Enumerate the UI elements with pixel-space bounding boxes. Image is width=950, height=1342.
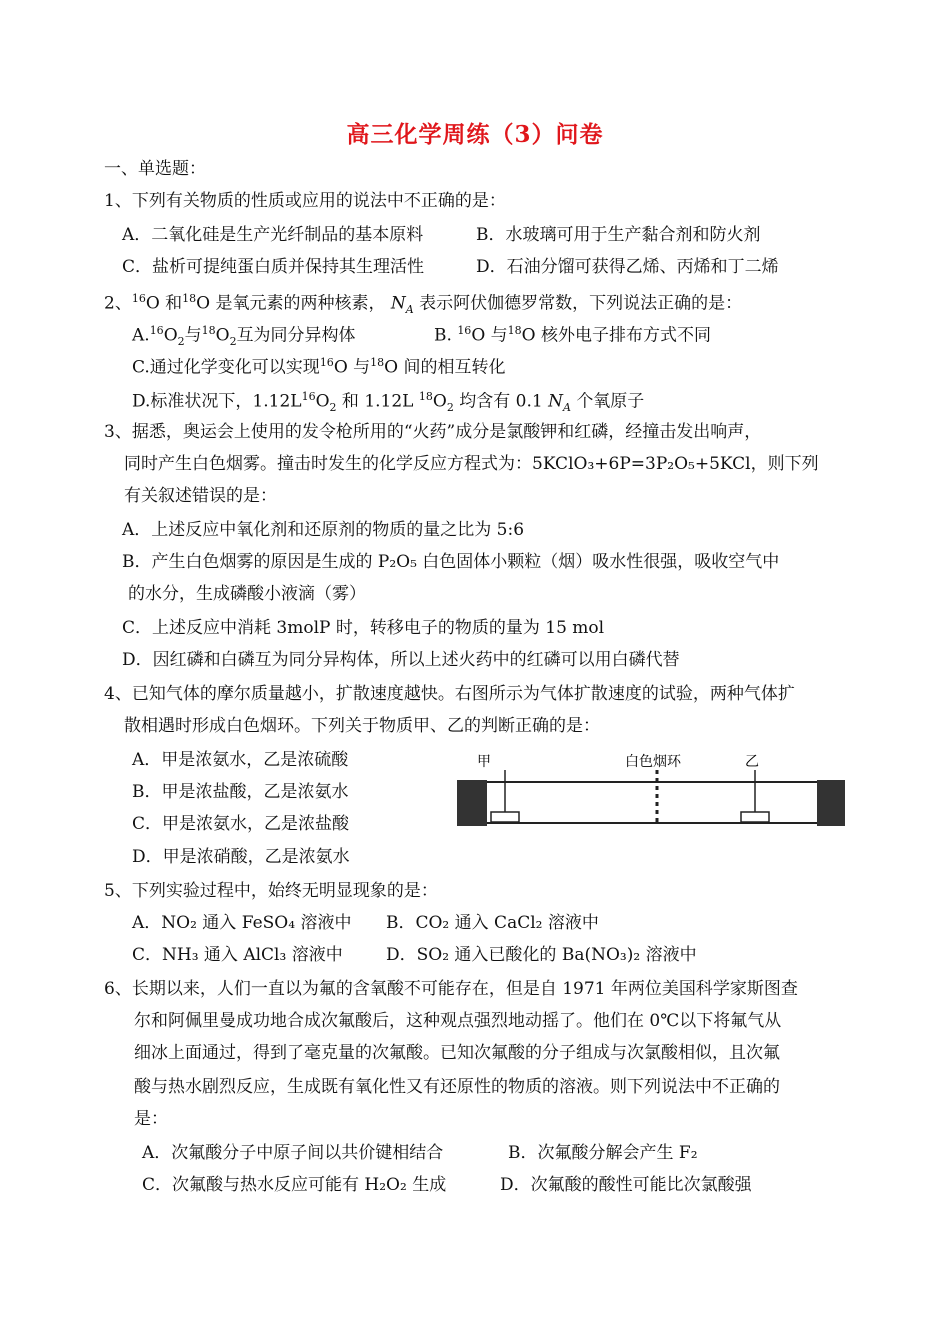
q3-stem-line1: 3、据悉，奥运会上使用的发令枪所用的“火药”成分是氯酸钾和红磷，经撞击发出响声，	[104, 422, 762, 442]
q1-stem: 1、下列有关物质的性质或应用的说法中不正确的是：	[104, 191, 506, 211]
q4-option-b: B．甲是浓盐酸，乙是浓氨水	[132, 782, 349, 802]
page-title: 高三化学周练（3）问卷	[346, 121, 604, 148]
q3-option-d: D．因红磷和白磷互为同分异构体，所以上述火药中的红磷可以用白磷代替	[122, 650, 680, 670]
q5-option-c: C．NH₃ 通入 AlCl₃ 溶液中	[132, 945, 343, 965]
option-text: O 与	[333, 357, 371, 378]
q1-option-a: A．二氧化硅是生产光纤制品的基本原料	[122, 225, 424, 245]
q1-option-b: B．水玻璃可用于生产黏合剂和防火剂	[476, 225, 761, 245]
q2-option-c	[132, 352, 506, 379]
isotope-mass: 16	[301, 390, 316, 403]
q1-option-d: D．石油分馏可获得乙烯、丙烯和丁二烯	[476, 257, 779, 277]
q5-option-b: B．CO₂ 通入 CaCl₂ 溶液中	[386, 913, 599, 933]
option-letter: A.	[132, 325, 150, 346]
figure-label-smoke-ring: 白色烟环	[625, 754, 681, 770]
avogadro-symbol: N	[390, 293, 406, 314]
element-symbol: O	[163, 325, 178, 346]
isotope-mass: 18	[182, 292, 197, 305]
q3-stem-line2: 同时产生白色烟雾。撞击时发生的化学反应方程式为：5KClO₃+6P=3P₂O₅+5KCl，则下列	[124, 454, 819, 474]
option-text: 互为同分异构体	[236, 325, 356, 346]
figure-label-jia: 甲	[477, 754, 491, 770]
q2-text: O 是氧元素的两种核素，	[196, 293, 386, 314]
q2-option-b	[434, 320, 711, 347]
q4-option-c: C．甲是浓氨水，乙是浓盐酸	[132, 814, 350, 834]
q4-stem-line2: 散相遇时形成白色烟环。下列关于物质甲、乙的判断正确的是：	[124, 716, 600, 736]
q2-stem	[104, 288, 742, 321]
q2-number: 2、	[104, 293, 132, 314]
isotope-mass: 16	[319, 356, 334, 369]
subscript: 2	[446, 401, 454, 415]
isotope-mass: 16	[149, 324, 164, 337]
isotope-mass: 16	[457, 324, 472, 337]
q2-text: 表示阿伏伽德罗常数，下列说法正确的是：	[419, 293, 743, 314]
q4-option-a: A．甲是浓氨水，乙是浓硫酸	[132, 750, 349, 770]
isotope-mass: 16	[131, 292, 146, 305]
q5-option-a: A．NO₂ 通入 FeSO₄ 溶液中	[132, 913, 352, 933]
right-dish	[741, 812, 769, 822]
q5-stem: 5、下列实验过程中，始终无明显现象的是：	[104, 881, 438, 901]
avogadro-subscript: A	[562, 401, 571, 415]
right-stopper	[817, 780, 845, 826]
option-text: D.标准状况下，1.12L	[132, 391, 302, 412]
option-text: 与	[184, 325, 202, 346]
avogadro-subscript: A	[405, 303, 414, 317]
option-text: C.通过化学变化可以实现	[132, 357, 320, 378]
subscript: 2	[329, 401, 337, 415]
q6-option-d: D．次氟酸的酸性可能比次氯酸强	[500, 1175, 752, 1195]
element-symbol: O	[215, 325, 230, 346]
isotope-mass: 18	[507, 324, 522, 337]
element-symbol: O	[315, 391, 330, 412]
q6-stem-line3: 细冰上面通过，得到了毫克量的次氟酸。已知次氟酸的分子组成与次氯酸相似，且次氟	[134, 1043, 780, 1063]
q6-stem-line1: 6、长期以来，人们一直以为氟的含氧酸不可能存在，但是自 1971 年两位美国科学家斯图查	[104, 979, 798, 999]
q6-option-a: A．次氟酸分子中原子间以共价键相结合	[142, 1143, 444, 1163]
q6-stem-line5: 是：	[134, 1109, 168, 1129]
option-text: 和 1.12L	[341, 391, 414, 412]
gas-diffusion-figure	[455, 750, 847, 830]
q6-stem-line2: 尔和阿佩里曼成功地合成次氟酸后，这种观点强烈地动摇了。他们在 0℃以下将氟气从	[134, 1011, 782, 1031]
option-letter: B.	[434, 325, 452, 346]
isotope-mass: 18	[370, 356, 385, 369]
option-text: 个氧原子	[576, 391, 645, 412]
left-dish	[491, 812, 519, 822]
q3-option-b-line1: B．产生白色烟雾的原因是生成的 P₂O₅ 白色固体小颗粒（烟）吸水性很强，吸收空气中	[122, 552, 780, 572]
q2-option-a	[132, 320, 356, 353]
q1-option-c: C．盐析可提纯蛋白质并保持其生理活性	[122, 257, 425, 277]
q3-stem-line3: 有关叙述错误的是：	[124, 486, 277, 506]
q3-option-c: C．上述反应中消耗 3molP 时，转移电子的物质的量为 15 mol	[122, 618, 605, 638]
option-text: O 与	[471, 325, 508, 346]
isotope-mass: 18	[418, 390, 433, 403]
q6-stem-line4: 酸与热水剧烈反应，生成既有氧化性又有还原性的物质的溶液。则下列说法中不正确的	[134, 1077, 780, 1097]
figure-label-yi: 乙	[745, 754, 759, 770]
section-heading: 一、单选题：	[104, 159, 206, 179]
subscript: 2	[177, 335, 185, 349]
q2-text: O 和	[145, 293, 183, 314]
avogadro-symbol: N	[548, 391, 563, 412]
option-text: O 间的相互转化	[384, 357, 506, 378]
q4-option-d: D．甲是浓硝酸，乙是浓氨水	[132, 847, 350, 867]
subscript: 2	[229, 335, 237, 349]
q6-option-c: C．次氟酸与热水反应可能有 H₂O₂ 生成	[142, 1175, 447, 1195]
q5-option-d: D．SO₂ 通入已酸化的 Ba(NO₃)₂ 溶液中	[386, 945, 697, 965]
isotope-mass: 18	[201, 324, 216, 337]
option-text: O 核外电子排布方式不同	[521, 325, 711, 346]
q4-stem-line1: 4、已知气体的摩尔质量越小，扩散速度越快。右图所示为气体扩散速度的试验，两种气体扩	[104, 684, 795, 704]
q6-option-b: B．次氟酸分解会产生 F₂	[508, 1143, 698, 1163]
q2-option-d	[132, 386, 644, 419]
option-text: 均含有 0.1	[459, 391, 543, 412]
left-stopper	[457, 780, 487, 826]
element-symbol: O	[432, 391, 447, 412]
q3-option-a: A．上述反应中氧化剂和还原剂的物质的量之比为 5:6	[122, 520, 525, 540]
q3-option-b-line2: 的水分，生成磷酸小液滴（雾）	[128, 584, 366, 604]
